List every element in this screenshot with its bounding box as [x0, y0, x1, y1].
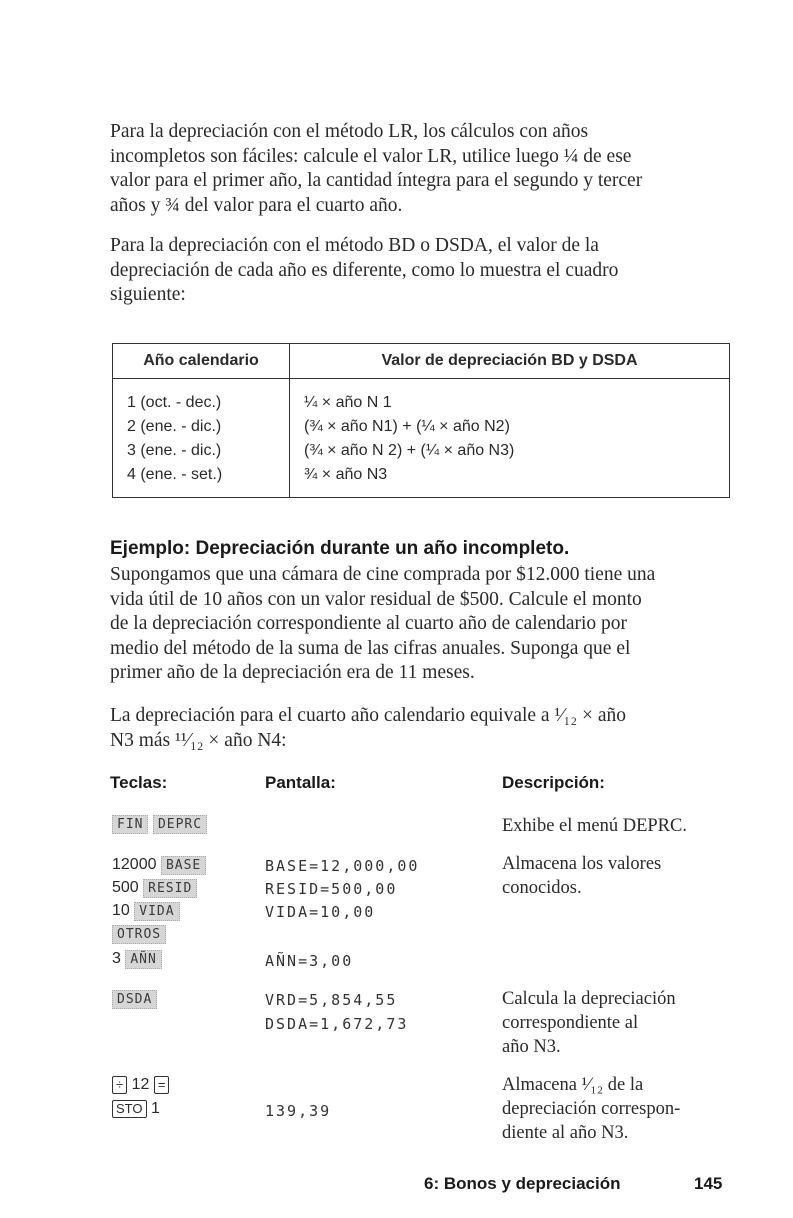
text-line: N3 más ¹¹⁄₁₂ × año N4: [110, 729, 287, 751]
fraction-paragraph [110, 704, 732, 753]
otros-softkey[interactable]: OTROS [112, 925, 166, 944]
display-readout: AÑN=3,00 [265, 952, 354, 970]
ann-softkey[interactable]: AÑN [125, 950, 161, 969]
step-desc [502, 987, 676, 1059]
text-line: medio del método de la suma de las cifras anuales. Suponga que el [110, 637, 631, 659]
resid-softkey[interactable]: RESID [143, 879, 197, 898]
example-heading: Ejemplo: Depreciación durante un año incompleto. [110, 538, 570, 559]
desc-line: conocidos. [502, 878, 582, 898]
table-header-year: Año calendario [113, 344, 290, 379]
description-column-header: Descripción: [502, 773, 605, 792]
table-cell-year: 2 (ene. - dic.) [113, 415, 290, 439]
base-softkey[interactable]: BASE [161, 856, 206, 875]
table-cell-year: 4 (ene. - set.) [113, 463, 290, 498]
display-readout: VRD=5,854,55 [265, 991, 398, 1009]
page-number: 145 [694, 1174, 723, 1193]
dsda-softkey[interactable]: DSDA [112, 990, 157, 1009]
text-line: valor para el primer año, la cantidad íntegra para el segundo y tercer [110, 170, 643, 191]
keys-column-header: Teclas: [110, 773, 168, 792]
display-column-header: Pantalla: [265, 773, 336, 792]
text-line: siguiente: [110, 284, 186, 305]
intro-paragraph [110, 120, 732, 218]
text-line: incompletos son fáciles: calcule el valor LR, utilice luego ¼ de ese [110, 145, 632, 167]
key-number: 12 [131, 1076, 150, 1093]
step-dsda [112, 990, 157, 1009]
table-cell-year: 1 (oct. - dec.) [113, 379, 290, 416]
key-number: 3 [112, 950, 121, 967]
display-readout: DSDA=1,672,73 [265, 1015, 409, 1033]
text-line: La depreciación para el cuarto año calendario equivale a ¹⁄₁₂ × año [110, 705, 627, 726]
desc-line: Almacena los valores [502, 854, 662, 874]
text-line: Para la depreciación con el método BD o DSDA, el valor de la [110, 235, 599, 256]
text-line: Para la depreciación con el método LR, los cálculos con años [110, 121, 589, 142]
text-line: vida útil de 10 años con un valor residual de $500. Calcule el monto [110, 588, 642, 610]
step-store [112, 1100, 160, 1118]
desc-line: depreciación correspon- [502, 1099, 681, 1119]
step-resid [112, 879, 197, 898]
table-cell-value: ¼ × año N 1 [290, 379, 730, 416]
table-cell-value: (¾ × año N 2) + (¼ × año N3) [290, 439, 730, 463]
divide-key[interactable]: ÷ [112, 1076, 127, 1094]
display-readout: RESID=500,00 [265, 880, 398, 898]
text-line: primer año de la depreciación era de 11 meses. [110, 662, 475, 683]
table-cell-value: (¾ × año N1) + (¼ × año N2) [290, 415, 730, 439]
desc-line: diente al año N3. [502, 1123, 629, 1143]
step-desc: Exhibe el menú DEPRC. [502, 816, 687, 836]
desc-line: año N3. [502, 1037, 561, 1057]
desc-line: Calcula la depreciación [502, 989, 676, 1009]
step-ann [112, 950, 162, 969]
fin-softkey[interactable]: FIN [112, 815, 148, 834]
key-number: 1 [150, 1100, 160, 1117]
bd-dsda-paragraph [110, 234, 732, 308]
table-cell-value: ¾ × año N3 [290, 463, 730, 498]
table-row [113, 439, 730, 463]
table-row [113, 379, 730, 416]
step-vida [112, 902, 180, 921]
display-readout: VIDA=10,00 [265, 903, 376, 921]
step-desc [502, 852, 661, 900]
key-number: 12000 [112, 856, 157, 873]
text-line: depreciación de cada año es diferente, como lo muestra el cuadro [110, 259, 619, 281]
step-fin-deprc [112, 815, 207, 834]
step-divide [112, 1076, 169, 1094]
table-row [113, 463, 730, 498]
text-line: Supongamos que una cámara de cine comprada por $12.000 tiene una [110, 564, 656, 585]
depreciation-table [112, 343, 730, 498]
key-number: 10 [112, 902, 130, 919]
step-otros [112, 925, 166, 944]
example-paragraph [110, 563, 732, 686]
step-base [112, 856, 206, 875]
table-cell-year: 3 (ene. - dic.) [113, 439, 290, 463]
equals-key[interactable]: = [154, 1076, 170, 1094]
deprc-softkey[interactable]: DEPRC [153, 815, 207, 834]
desc-line: correspondiente al [502, 1013, 639, 1033]
step-desc [502, 1073, 680, 1145]
text-line: años y ¾ del valor para el cuarto año. [110, 194, 403, 216]
table-header-row [113, 344, 730, 379]
vida-softkey[interactable]: VIDA [134, 902, 179, 921]
chapter-title: 6: Bonos y depreciación [424, 1174, 621, 1193]
sto-key[interactable]: STO [112, 1100, 147, 1118]
display-readout: BASE=12,000,00 [265, 857, 420, 875]
key-number: 500 [112, 879, 139, 896]
display-readout: 139,39 [265, 1102, 332, 1120]
desc-line: Almacena ¹⁄₁₂ de la [502, 1075, 644, 1095]
table-header-value: Valor de depreciación BD y DSDA [290, 344, 730, 379]
table-row [113, 415, 730, 439]
text-line: de la depreciación correspondiente al cuarto año de calendario por [110, 613, 628, 634]
